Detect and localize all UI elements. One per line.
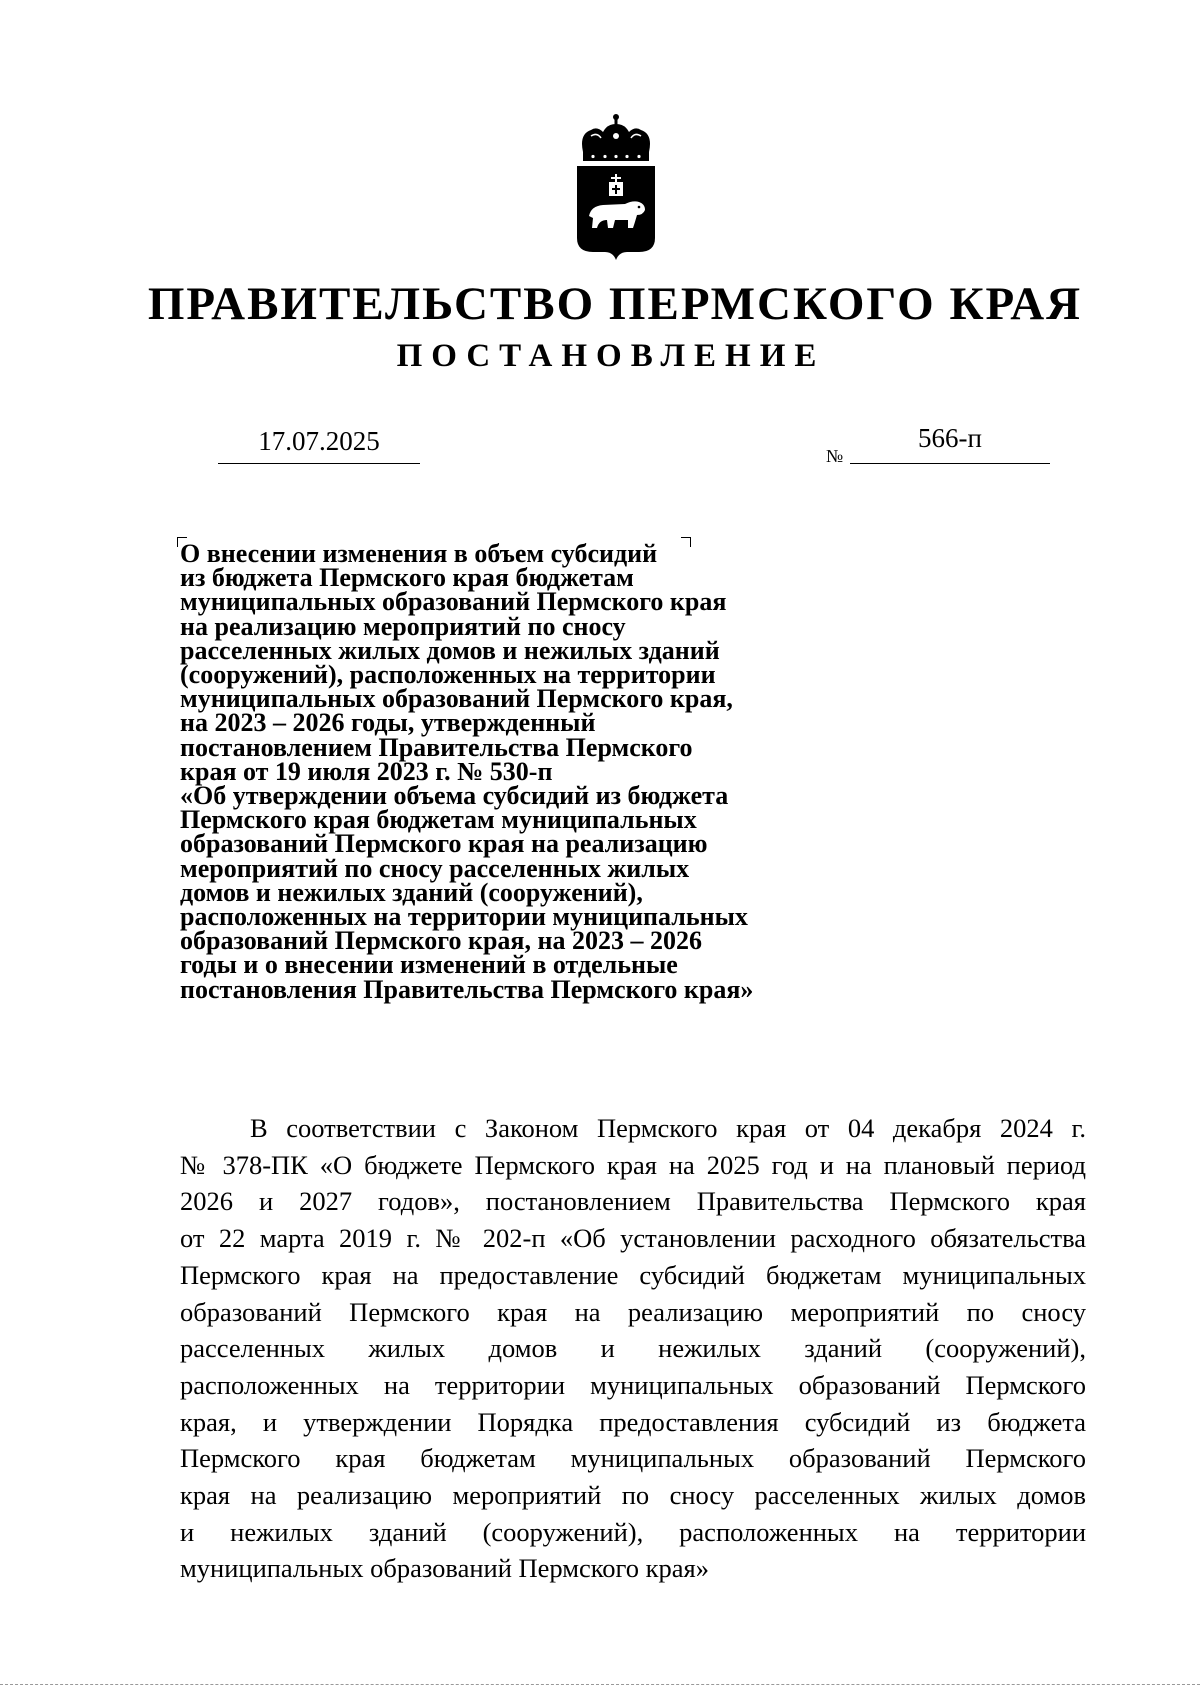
- body-line: № 378-ПК «О бюджете Пермского края на 2025 год и на плановый период: [180, 1149, 1086, 1180]
- title-line: края от 19 июля 2023 г. № 530-п: [180, 756, 553, 786]
- title-line: образований Пермского края, на 2023 – 2026: [180, 926, 702, 956]
- title-line: муниципальных образований Пермского края: [180, 587, 727, 617]
- document-number: 566-п: [918, 423, 982, 453]
- title-line: муниципальных образований Пермского края,: [180, 684, 733, 714]
- body-line: расположенных на территории муниципальных образований Пермского: [180, 1369, 1086, 1400]
- title-line: постановления Правительства Пермского края»: [180, 974, 754, 1004]
- number-sign: №: [826, 446, 844, 466]
- title-line: домов и нежилых зданий (сооружений),: [180, 877, 643, 907]
- body-line: от 22 марта 2019 г. № 202-п «Об установлении расходного обязательства: [180, 1223, 1086, 1254]
- title-line: О внесении изменения в объем субсидий: [180, 539, 658, 568]
- body-line: 2026 и 2027 годов», постановлением Правительства Пермского края: [180, 1186, 1086, 1217]
- title-line: постановлением Правительства Пермского: [180, 732, 693, 762]
- preamble-paragraph: [180, 1110, 1086, 1587]
- title-line: на 2023 – 2026 годы, утвержденный: [180, 708, 596, 738]
- scan-edge-line: [0, 1684, 1200, 1685]
- title-line: расселенных жилых домов и нежилых зданий: [180, 635, 720, 665]
- body-line: В соответствии с Законом Пермского края от 04 декабря 2024 г.: [250, 1113, 1086, 1143]
- body-line: и нежилых зданий (сооружений), расположенных на территории: [180, 1516, 1086, 1547]
- body-line: края, и утверждении Порядка предоставления субсидий из бюджета: [180, 1406, 1086, 1437]
- number-underline: [850, 463, 1050, 464]
- body-line: муниципальных образований Пермского края»: [180, 1553, 709, 1584]
- coat-of-arms-emblem: [573, 112, 659, 262]
- document-date: 17.07.2025: [258, 426, 380, 456]
- title-line: годы и о внесении изменений в отдельные: [180, 950, 678, 980]
- title-line: мероприятий по сносу расселенных жилых: [180, 853, 690, 883]
- title-line: на реализацию мероприятий по сносу: [180, 611, 626, 641]
- authority-name: ПРАВИТЕЛЬСТВО ПЕРМСКОГО КРАЯ: [147, 278, 1083, 330]
- title-line: образований Пермского края на реализацию: [180, 829, 708, 859]
- body-line: расселенных жилых домов и нежилых зданий (сооружений),: [180, 1333, 1086, 1364]
- title-line: (сооружений), расположенных на территории: [180, 660, 716, 690]
- body-line: Пермского края на предоставление субсидий бюджетам муниципальных: [180, 1259, 1086, 1290]
- title-line: «Об утверждении объема субсидий из бюджета: [180, 781, 729, 811]
- document-title: [180, 539, 820, 1004]
- body-line: образований Пермского края на реализацию мероприятий по сносу: [180, 1296, 1086, 1327]
- body-line: края на реализацию мероприятий по сносу расселенных жилых домов: [180, 1480, 1086, 1511]
- body-line: Пермского края бюджетам муниципальных образований Пермского: [180, 1443, 1086, 1474]
- date-underline: [218, 463, 420, 464]
- title-line: Пермского края бюджетам муниципальных: [180, 805, 697, 835]
- document-type: ПОСТАНОВЛЕНИЕ: [396, 338, 826, 374]
- title-line: из бюджета Пермского края бюджетам: [180, 563, 634, 593]
- title-line: расположенных на территории муниципальных: [180, 902, 748, 932]
